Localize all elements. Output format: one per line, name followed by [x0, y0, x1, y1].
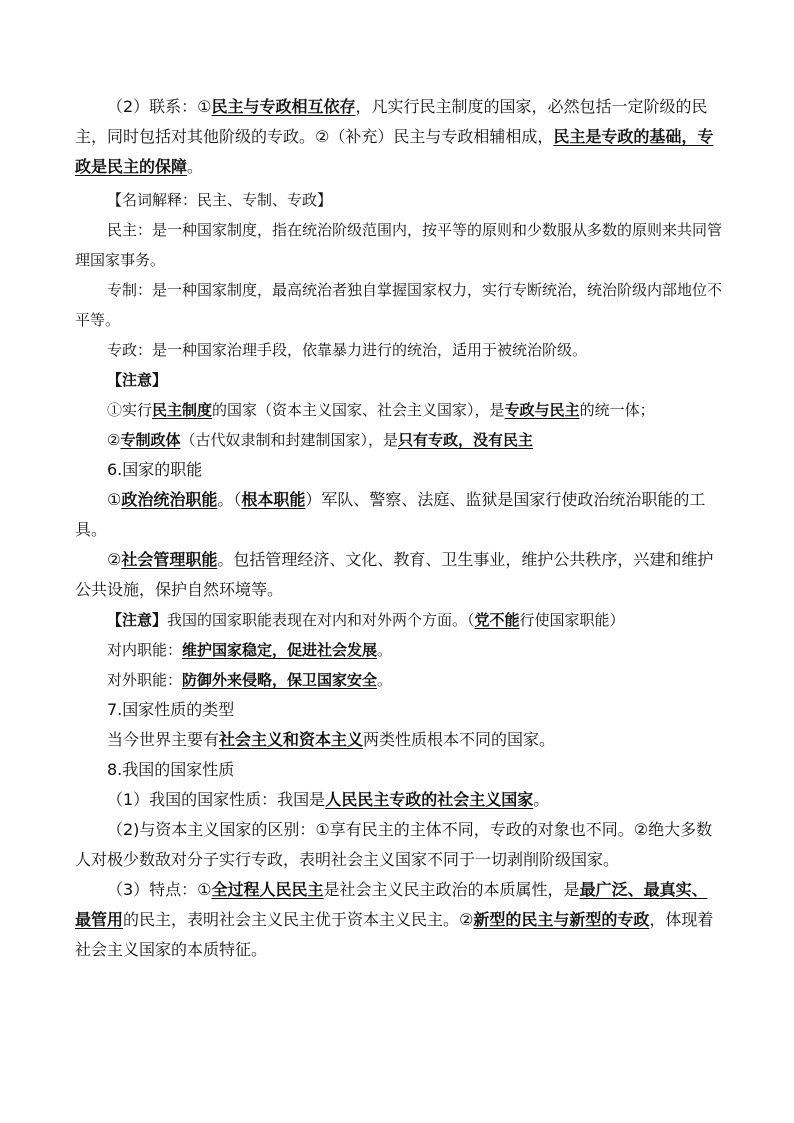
text: ① — [107, 490, 122, 509]
nature-point-3 — [75, 875, 723, 965]
document-body — [75, 92, 723, 965]
function-political — [75, 485, 723, 545]
text: ② — [107, 550, 122, 569]
key-point: 维护国家稳定，促进社会发展 — [182, 641, 378, 659]
text: 当今世界主要有 — [107, 730, 220, 749]
text: 两类性质根本不同的国家。 — [363, 730, 556, 749]
key-point: 社会管理职能 — [121, 550, 218, 569]
section-heading-7: 7.国家性质的类型 — [107, 700, 235, 719]
key-point: 专政与民主 — [504, 401, 580, 419]
key-point: 新型的民主与新型的专政 — [473, 910, 650, 929]
key-point: 民主是专政的基础，专政是民主的保障 — [75, 127, 714, 176]
text: ② — [107, 431, 121, 449]
key-point: 专制政体 — [120, 431, 181, 449]
text: ）军队、警察、法庭、监狱是国家行使政治统治职能的工具。 — [75, 490, 706, 539]
function-note — [75, 605, 723, 635]
definition-democracy: 民主：是一种国家制度，指在统治阶级范围内，按平等的原则和少数服从多数的原则来共同管理国家事务。 — [75, 221, 723, 269]
text: （3）特点：① — [107, 880, 212, 899]
key-point: 防御外来侵略，保卫国家安全 — [182, 671, 378, 689]
text: 的国家（资本主义国家、社会主义国家），是 — [212, 401, 505, 419]
key-point: 根本职能 — [241, 490, 306, 509]
function-social — [75, 545, 723, 605]
note-item-2 — [75, 425, 723, 455]
text: 对外职能： — [107, 671, 183, 689]
paragraph-connection — [75, 92, 723, 182]
text: 是社会主义民主政治的本质属性，是 — [323, 880, 580, 899]
text: 。 — [187, 157, 204, 176]
text: ，体现着社会主义国家的本质特征。 — [75, 910, 714, 959]
key-point: 社会主义和资本主义 — [219, 730, 364, 749]
nature-point-1 — [75, 785, 723, 815]
note-heading: 【注意】 — [107, 371, 168, 389]
text: 我国的国家职能表现在对内和对外两个方面。（ — [167, 611, 475, 629]
key-point: 全过程人民民主 — [211, 880, 324, 899]
state-types — [75, 725, 723, 755]
section-heading-6: 6.国家的职能 — [107, 460, 203, 479]
text: （古代奴隶制和封建制国家），是 — [180, 431, 398, 449]
text: 对内职能： — [107, 641, 183, 659]
internal-function — [75, 635, 723, 665]
text: 的民主，表明社会主义民主优于资本主义民主。② — [123, 910, 474, 929]
external-function — [75, 665, 723, 695]
section-heading-8: 8.我国的国家性质 — [107, 760, 235, 779]
text: 的统一体； — [579, 401, 655, 419]
text: 。 — [377, 671, 393, 689]
text: （1）我国的国家性质：我国是 — [107, 790, 326, 809]
key-point: 只有专政，没有民主 — [397, 431, 533, 449]
key-point: 民主与专政相互依存 — [211, 97, 356, 116]
key-point: 政治统治职能 — [121, 490, 218, 509]
definition-autocracy: 专制：是一种国家制度，最高统治者独自掌握国家权力，实行专断统治，统治阶级内部地位不平等。 — [75, 281, 723, 329]
text: ，凡实行民主制度的国家，必然包括一定阶级的民主，同时包括对其他阶级的专政。②（补充）民主与专政相辅相成， — [75, 97, 708, 146]
text: ①实行 — [107, 401, 153, 419]
definition-dictatorship: 专政：是一种国家治理手段，依靠暴力进行的统治，适用于被统治阶级。 — [107, 341, 588, 359]
text: 。 — [377, 641, 393, 659]
key-point: 人民民主专政的社会主义国家 — [325, 790, 534, 809]
note-label: 【注意】 — [107, 611, 168, 629]
text: 行使国家职能） — [519, 611, 625, 629]
nature-point-2: （2)与资本主义国家的区别：①享有民主的主体不同，专政的对象也不同。②绝大多数人对极少数敌对分子实行专政，表明社会主义国家不同于一切剥削阶级国家。 — [75, 820, 713, 869]
text: 。（ — [217, 490, 242, 509]
key-point: 民主制度 — [152, 401, 213, 419]
text: 。 — [533, 790, 550, 809]
key-point: 最广泛、最真实、最管用 — [75, 880, 708, 929]
text: 。包括管理经济、文化、教育、卫生事业，维护公共秩序，兴建和维护公共设施，保护自然环境等。 — [75, 550, 714, 599]
key-point: 党不能 — [474, 611, 520, 629]
text: （2）联系：① — [107, 97, 212, 116]
term-heading: 【名词解释：民主、专制、专政】 — [107, 191, 333, 209]
note-item-1 — [75, 395, 723, 425]
